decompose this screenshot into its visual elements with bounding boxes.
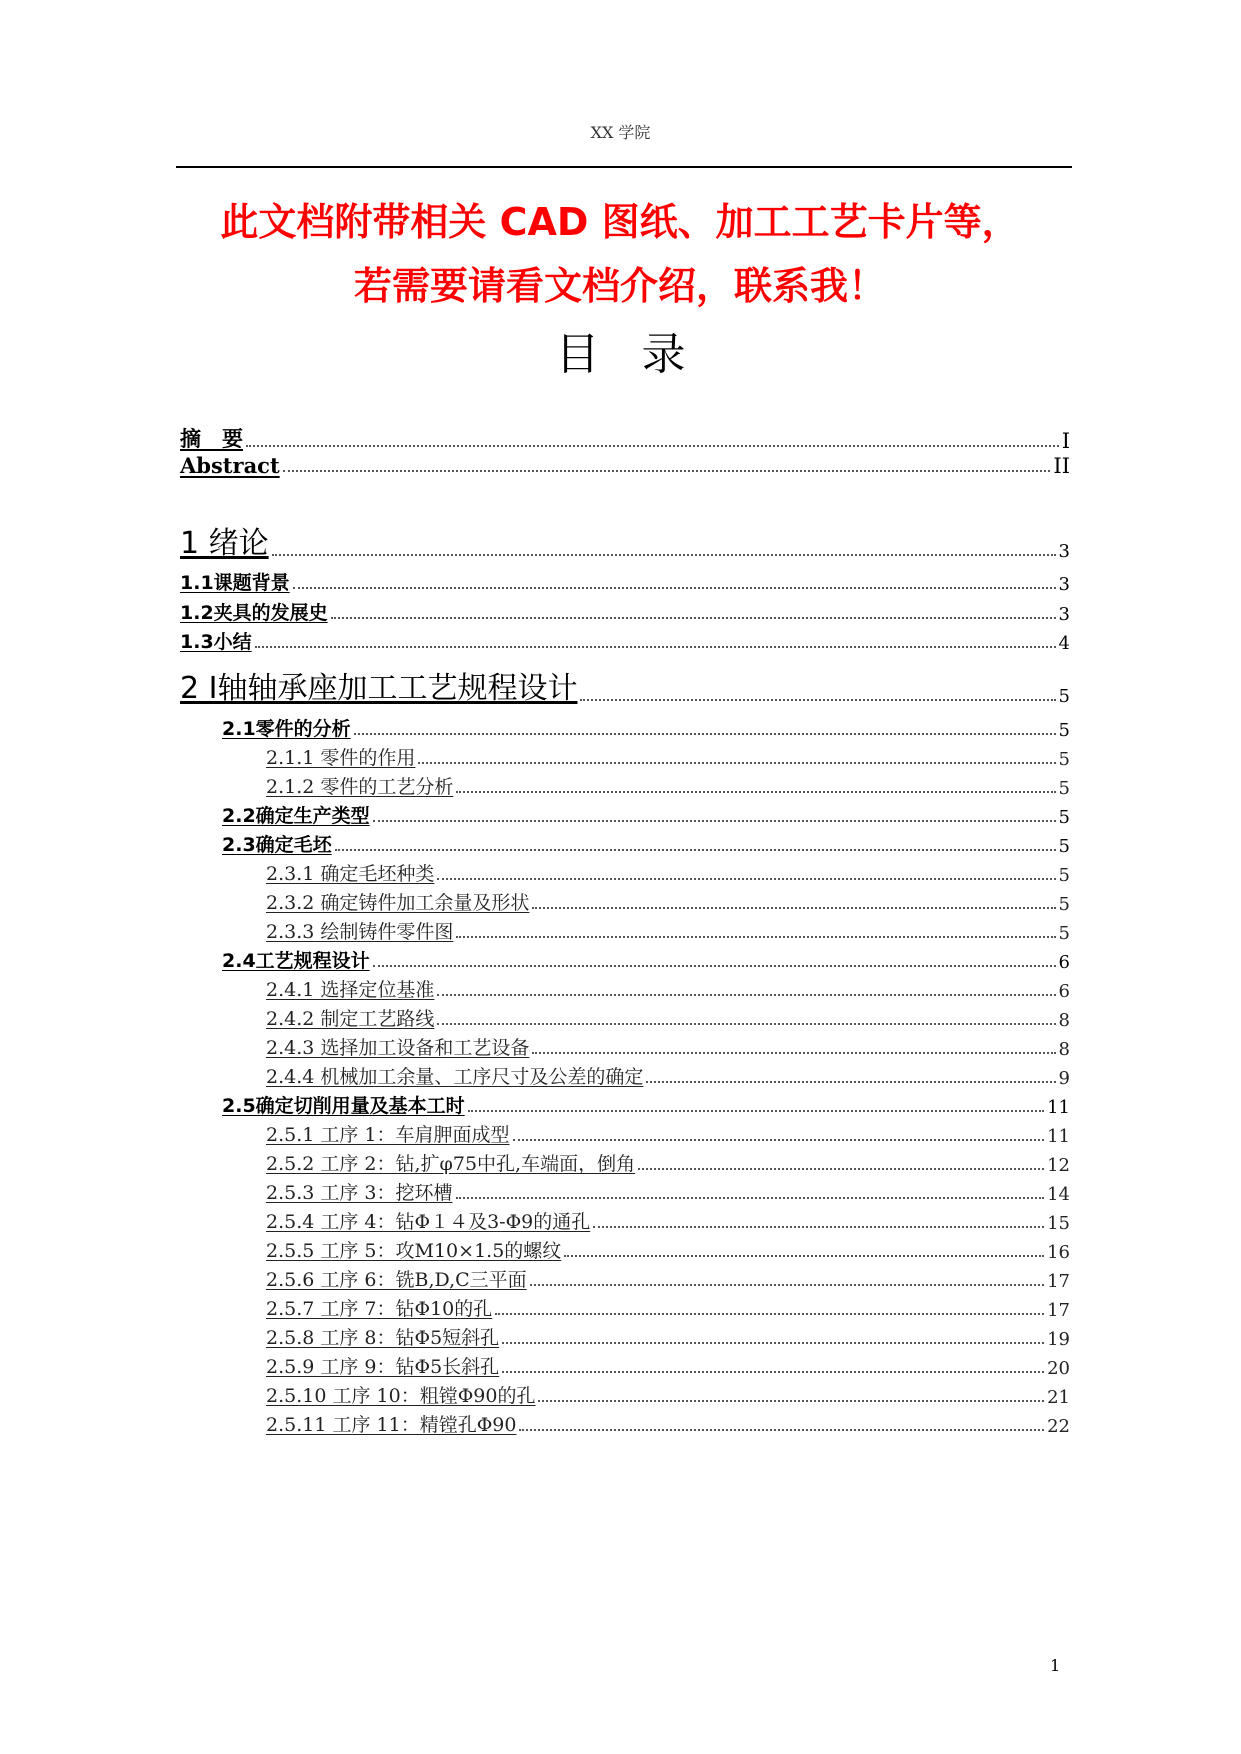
toc-leader (468, 1110, 1044, 1112)
toc-entry-page: 11 (1047, 1126, 1070, 1147)
toc-entry-label[interactable]: 2.1.1 零件的作用 (266, 747, 416, 769)
toc-entry-label[interactable]: 1 绪论 (180, 526, 269, 561)
toc-entry-2-4-2[interactable] (266, 1004, 1070, 1031)
toc-leader (437, 994, 1055, 996)
toc-entry-2-2[interactable] (222, 801, 1070, 828)
toc-entry-2-3-2[interactable] (266, 888, 1070, 915)
toc-leader (502, 1371, 1044, 1373)
toc-entry-label[interactable]: 2.2确定生产类型 (222, 805, 370, 827)
toc-entry-2-4-3[interactable] (266, 1033, 1070, 1060)
toc-entry-label[interactable]: Abstract (180, 453, 280, 478)
toc-entry-label[interactable]: 2.5.2 工序 2：钻,扩φ75中孔,车端面，倒角 (266, 1153, 636, 1175)
toc-entry-2-3-1[interactable] (266, 859, 1070, 886)
notice-banner (150, 190, 1090, 318)
toc-leader (593, 1226, 1044, 1228)
header-rule (176, 166, 1072, 168)
toc-entry-label[interactable]: 2.3确定毛坯 (222, 834, 332, 856)
notice-line-2: 若需要请看文档介绍，联系我！ (353, 264, 886, 308)
toc-entry-label[interactable]: 2.5.9 工序 9：钻Φ5长斜孔 (266, 1356, 500, 1378)
toc-entry-page: 17 (1047, 1271, 1070, 1292)
toc-entry-chapter-2[interactable] (180, 663, 1070, 707)
toc-leader (437, 1023, 1055, 1025)
toc-entry-2-5[interactable] (222, 1091, 1070, 1118)
toc-entry-2-5-10[interactable] (266, 1381, 1070, 1408)
toc-entry-page: 5 (1058, 923, 1070, 944)
toc-leader (495, 1313, 1044, 1315)
toc-entry-page: 5 (1058, 894, 1070, 915)
toc-entry-2-5-11[interactable] (266, 1410, 1070, 1437)
toc-entry-label[interactable]: 2.5.10 工序 10：粗镗Φ90的孔 (266, 1385, 536, 1407)
toc-entry-label[interactable]: 摘 要 (180, 426, 243, 451)
toc-entry-page: 3 (1058, 541, 1070, 562)
toc-entry-2-5-8[interactable] (266, 1323, 1070, 1350)
toc-entry-page: 5 (1058, 836, 1070, 857)
toc-entry-page: 20 (1047, 1358, 1070, 1379)
toc-leader (532, 907, 1055, 909)
toc-entry-2-4-4[interactable] (266, 1062, 1070, 1089)
toc-entry-label[interactable]: 2.3.2 确定铸件加工余量及形状 (266, 892, 530, 914)
toc-entry-page: II (1053, 454, 1070, 478)
notice-line-1: 此文档附带相关 CAD 图纸、加工工艺卡片等， (220, 200, 1020, 244)
toc-entry-2-3[interactable] (222, 830, 1070, 857)
toc-entry-page: 6 (1058, 981, 1070, 1002)
toc-entry-1-1[interactable] (180, 568, 1070, 595)
toc-entry-label[interactable]: 2.4.3 选择加工设备和工艺设备 (266, 1037, 530, 1059)
toc-entry-2-5-2[interactable] (266, 1149, 1070, 1176)
toc-leader (418, 762, 1055, 764)
toc-entry-label[interactable]: 2.4.2 制定工艺路线 (266, 1008, 435, 1030)
toc-leader (456, 936, 1055, 938)
toc-entry-1-2[interactable] (180, 598, 1070, 625)
toc-leader (646, 1081, 1055, 1083)
toc-leader (373, 965, 1056, 967)
toc-entry-label[interactable]: 2.1零件的分析 (222, 718, 351, 740)
toc-entry-label[interactable]: 2.5.3 工序 3：挖环槽 (266, 1182, 453, 1204)
toc-entry-abstract-en[interactable] (180, 453, 1070, 478)
toc-leader (437, 878, 1055, 880)
toc-leader (530, 1284, 1044, 1286)
toc-entry-label[interactable]: 2.5.1 工序 1：车肩胛面成型 (266, 1124, 510, 1146)
toc-entry-label[interactable]: 2.4.1 选择定位基准 (266, 979, 435, 1001)
toc-entry-2-1-2[interactable] (266, 772, 1070, 799)
toc-entry-2-5-6[interactable] (266, 1265, 1070, 1292)
toc-entry-page: 4 (1058, 633, 1070, 654)
toc-entry-label[interactable]: 2.3.1 确定毛坯种类 (266, 863, 435, 885)
toc-entry-page: 5 (1058, 749, 1070, 770)
toc-entry-2-5-1[interactable] (266, 1120, 1070, 1147)
toc-entry-2-4[interactable] (222, 946, 1070, 973)
toc-leader (532, 1052, 1055, 1054)
toc-leader (373, 820, 1056, 822)
toc-leader (456, 791, 1055, 793)
toc-entry-page: 8 (1058, 1039, 1070, 1060)
toc-leader (283, 470, 1051, 472)
toc-entry-label[interactable]: 1.1课题背景 (180, 572, 290, 594)
toc-leader (502, 1342, 1044, 1344)
toc-entry-page: 19 (1047, 1329, 1070, 1350)
toc-entry-2-1-1[interactable] (266, 743, 1070, 770)
toc-entry-page: 9 (1058, 1068, 1070, 1089)
toc-leader (456, 1197, 1045, 1199)
toc-leader (519, 1429, 1044, 1431)
toc-entry-label[interactable]: 2.5.6 工序 6：铣B,D,C三平面 (266, 1269, 527, 1291)
toc-entry-page: 11 (1047, 1097, 1070, 1118)
toc-leader (331, 617, 1056, 619)
toc-leader (272, 554, 1056, 556)
toc-entry-label[interactable]: 2.5.5 工序 5：攻M10×1.5的螺纹 (266, 1240, 562, 1262)
toc-leader (293, 587, 1056, 589)
toc-entry-label[interactable]: 2.4.4 机械加工余量、工序尺寸及公差的确定 (266, 1066, 644, 1088)
toc-entry-2-5-5[interactable] (266, 1236, 1070, 1263)
toc-entry-page: 5 (1058, 865, 1070, 886)
toc-entry-label[interactable]: 2.4工艺规程设计 (222, 950, 370, 972)
toc-entry-label[interactable]: 2.5.7 工序 7：钻Φ10的孔 (266, 1298, 493, 1320)
toc-entry-abstract-cn[interactable] (180, 423, 1070, 453)
toc-leader (580, 699, 1055, 701)
toc-entry-page: 3 (1058, 574, 1070, 595)
toc-entry-label[interactable]: 1.3小结 (180, 631, 252, 653)
toc-entry-label[interactable]: 2.5.11 工序 11：精镗孔Φ90 (266, 1414, 517, 1436)
toc-entry-page: 15 (1047, 1213, 1070, 1234)
toc-entry-page: 14 (1047, 1184, 1070, 1205)
toc-entry-2-5-9[interactable] (266, 1352, 1070, 1379)
toc-entry-2-5-3[interactable] (266, 1178, 1070, 1205)
toc-entry-page: 12 (1047, 1155, 1070, 1176)
toc-entry-page: 5 (1058, 686, 1070, 707)
toc-leader (255, 646, 1056, 648)
toc-entry-2-4-1[interactable] (266, 975, 1070, 1002)
page-number: 1 (1050, 1656, 1061, 1675)
toc-entry-page: 22 (1047, 1416, 1070, 1437)
toc-entry-2-5-7[interactable] (266, 1294, 1070, 1321)
toc-entry-label[interactable]: 2 I轴轴承座加工工艺规程设计 (180, 671, 578, 706)
toc-leader (354, 733, 1056, 735)
toc-leader (513, 1139, 1045, 1141)
toc-entry-page: 17 (1047, 1300, 1070, 1321)
toc-entry-label[interactable]: 2.1.2 零件的工艺分析 (266, 776, 454, 798)
toc-entry-page: I (1061, 429, 1070, 453)
toc-leader (538, 1400, 1044, 1402)
toc-entry-2-3-3[interactable] (266, 917, 1070, 944)
toc-entry-label[interactable]: 2.5.8 工序 8：钻Φ5短斜孔 (266, 1327, 500, 1349)
toc-entry-label[interactable]: 2.3.3 绘制铸件零件图 (266, 921, 454, 943)
toc-leader (246, 445, 1059, 447)
toc-entry-label[interactable]: 1.2夹具的发展史 (180, 602, 328, 624)
toc-title: 目录 (555, 329, 728, 380)
toc-leader (638, 1168, 1044, 1170)
page-header: XX 学院 (590, 123, 651, 142)
toc-leader (335, 849, 1056, 851)
toc-entry-label[interactable]: 2.5确定切削用量及基本工时 (222, 1095, 465, 1117)
toc-entry-page: 5 (1058, 720, 1070, 741)
toc-entry-label[interactable]: 2.5.4 工序 4：钻Φ１４及3-Φ9的通孔 (266, 1211, 591, 1233)
toc-entry-page: 21 (1047, 1387, 1070, 1408)
toc-entry-2-1[interactable] (222, 714, 1070, 741)
toc-entry-chapter-1[interactable] (180, 518, 1070, 562)
toc-entry-page: 5 (1058, 778, 1070, 799)
toc-entry-page: 16 (1047, 1242, 1070, 1263)
toc-entry-2-5-4[interactable] (266, 1207, 1070, 1234)
toc-entry-page: 6 (1058, 952, 1070, 973)
toc-leader (564, 1255, 1044, 1257)
toc-entry-page: 3 (1058, 604, 1070, 625)
toc-entry-page: 8 (1058, 1010, 1070, 1031)
toc-entry-page: 5 (1058, 807, 1070, 828)
toc-entry-1-3[interactable] (180, 627, 1070, 654)
